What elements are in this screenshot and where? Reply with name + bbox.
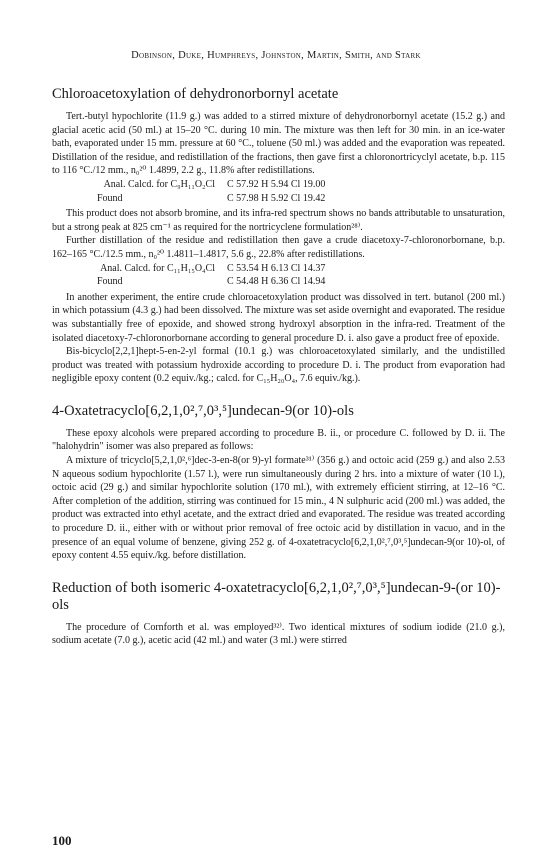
paragraph: Bis-bicyclo[2,2,1]hept-5-en-2-yl formal (10.1 g.) was chloroacetoxylated similarly, and the undistilled product was treated with potassium hydroxide according to procedure D. i. The product from evaporation had negligible epoxy content (0.2 equiv./kg.; calcd. for C₁₅H₂₀O₄, 7.6 equiv./kg.).: [52, 346, 505, 385]
analysis-found-label: Found: [97, 276, 123, 288]
paragraph: A mixture of tricyclo[5,2,1,0²,⁶]dec-3-en-8(or 9)-yl formate³¹⁾ (356 g.) and octoic acid (259 g.) and also 2.53 N aqueous sodium hypochlorite (1.57 l.), were run simultaneously during 2 hrs. into a mixture of water (10 l.), octoic acid (29 g.) and similar hypochlorite solution (170 ml.), with extremely efficient stirring, at 12–16 °C. After completion of the addition, stirring was continued for 15 min., 4 N sulphuric acid (200 ml.) was added, the product was extracted into ethyl acetate, and the extract dried and evaporated. The residue was treated according to procedure D. ii., either with or without prior removal of free octoic acid by distillation in vacuo, and in the presence of an equal volume of benzene, giving 252 g. of 4-oxatetracyclo[6,2,1,0²,⁷,0³,⁵]undecan-9(or 10)-ol, of epoxy content 4.55 equiv./kg. before distillation.: [52, 455, 505, 562]
analysis-block: [52, 262, 505, 289]
analysis-calcd-values: C 53.54 H 6.13 Cl 14.37: [227, 262, 326, 274]
section-heading-oxatetracyclo: 4-Oxatetracyclo[6,2,1,0²,⁷,0³,⁵]undecan-9(or 10)-ols: [52, 402, 354, 419]
analysis-block: [52, 178, 505, 205]
section-heading-chloroacetoxylation: Chloroacetoxylation of dehydronorbornyl acetate: [52, 86, 339, 102]
paragraph: The procedure of Cornforth et al. was employed³²⁾. Two identical mixtures of sodium iodide (21.0 g.), sodium acetate (7.0 g.), acetic acid (42 ml.) and water (3 ml.) were stirred: [52, 621, 505, 647]
analysis-found-values: C 57.98 H 5.92 Cl 19.42: [227, 192, 326, 204]
section-heading-reduction: Reduction of both isomeric 4-oxatetracyclo[6,2,1,0²,⁷,0³,⁵]undecan-9-(or 10)-ols: [52, 579, 501, 613]
paragraph: Tert.-butyl hypochlorite (11.9 g.) was added to a stirred mixture of dehydronorbornyl acetate (15.2 g.) and glacial acetic acid (50 ml.) at 15–20 °C. during 10 min. The mixture was then left for 30 min. in an ice-water bath, evaporated under 15 mm. pressure at 60 °C., toluene (50 ml.) was added and the evaporation was repeated. Distillation of the residue, and redistillation of the fractions, then gave first a chloronortricyclyl acetate, b.p. 115 to 116 °C./12 mm., n₀²⁰ 1.4899, 2.2 g., 11.8% after redistillations.: [52, 111, 505, 177]
paragraph: These epoxy alcohols were prepared according to procedure B. ii., or procedure C. followed by D. ii. The "halohydrin" isomer was also prepared as follows:: [52, 427, 505, 453]
paragraph: Further distillation of the residue and redistillation then gave a crude diacetoxy-7-chloronorbornane, b.p. 162–165 °C./12.5 mm., n₀²⁰ 1.4811–1.4817, 5.6 g., 22.8% after redistillations.: [52, 235, 505, 260]
analysis-calcd-label: Anal. Calcd. for C₉H₁₁O₂Cl: [103, 178, 215, 190]
analysis-found-values: C 54.48 H 6.36 Cl 14.94: [227, 276, 326, 288]
paragraph: This product does not absorb bromine, and its infra-red spectrum shows no bands attributable to unsaturation, but a strong peak at 825 cm⁻¹ as required for the nortricyclene formulation²⁸⁾.: [52, 208, 505, 233]
analysis-found-label: Found: [97, 192, 123, 204]
analysis-calcd-label: Anal. Calcd. for C₁₁H₁₅O₄Cl: [100, 262, 215, 274]
page-number: 100: [52, 833, 72, 848]
paragraph: In another experiment, the entire crude chloroacetoxylation product was dissolved in tert. butanol (200 ml.) in which potassium (4.3 g.) had been dissolved. The mixture was set aside overnight and evaporated. The residue was substantially free of epoxide, and showed strong hydroxyl absorption in the infra-red. Treatment of the isolated diacetoxy-7-chloronorbornane according to general procedure D. i. also gave a product free of epoxide.: [52, 291, 505, 344]
analysis-calcd-values: C 57.92 H 5.94 Cl 19.00: [227, 178, 326, 190]
running-head: Dobinson, Duke, Humphreys, Johnston, Martin, Smith, and Stark: [131, 50, 421, 61]
page-body: [52, 86, 505, 648]
